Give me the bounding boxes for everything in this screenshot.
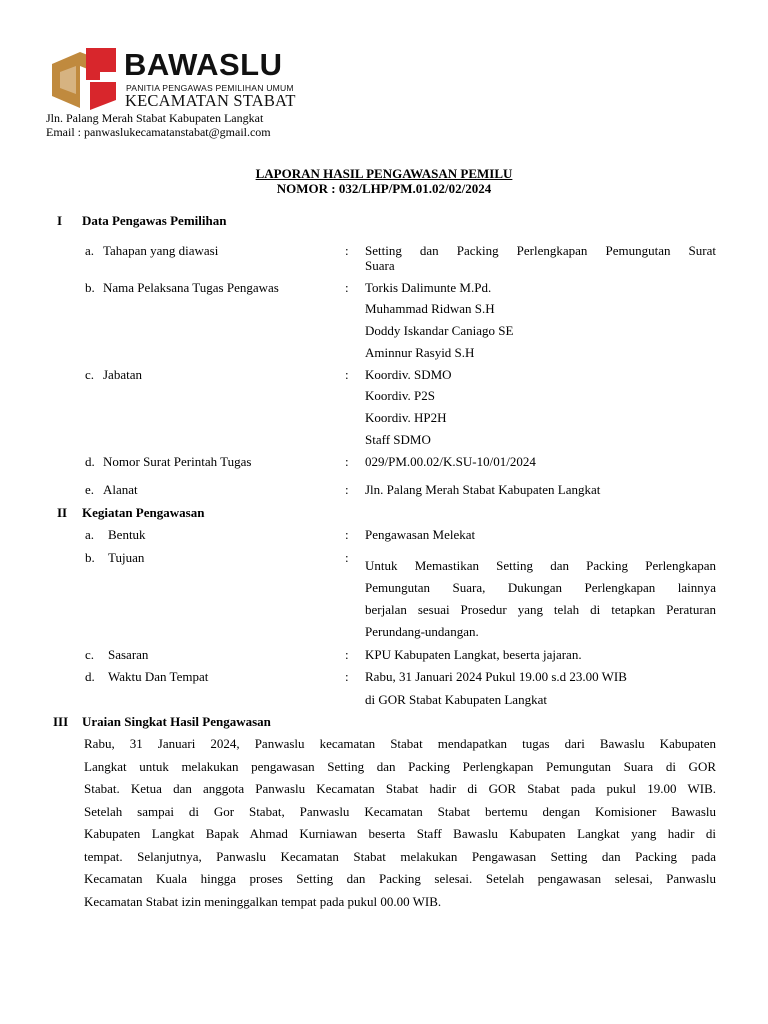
colon: : <box>345 527 349 542</box>
colon: : <box>345 243 349 258</box>
letterhead-logo <box>50 46 310 112</box>
colon: : <box>345 280 349 295</box>
tahapan-value-line: Setting dan Packing Perlengkapan Pemungutan Surat <box>365 243 716 258</box>
section-2-title: Kegiatan Pengawasan <box>82 505 205 520</box>
nama-value: Torkis Dalimunte M.Pd. <box>365 280 492 295</box>
sasaran-value: KPU Kabupaten Langkat, beserta jajaran. <box>365 647 582 662</box>
tujuan-value-line: Untuk Memastikan Setting dan Packing Perlengkapan <box>365 558 716 573</box>
item-letter: d. <box>85 669 95 684</box>
sasaran-label: Sasaran <box>108 647 149 662</box>
jabatan-value: Staff SDMO <box>365 432 431 447</box>
jabatan-value: Koordiv. SDMO <box>365 367 452 382</box>
tahapan-label: Tahapan yang diawasi <box>103 243 219 258</box>
bentuk-label: Bentuk <box>108 527 146 542</box>
nomor-value: 029/PM.00.02/K.SU-10/01/2024 <box>365 454 536 469</box>
item-letter: e. <box>85 482 95 497</box>
colon: : <box>345 454 349 469</box>
letterhead-email: Email : panwaslukecamatanstabat@gmail.com <box>46 125 271 139</box>
nama-label: Nama Pelaksana Tugas Pengawas <box>103 280 279 295</box>
report-number: NOMOR : 032/LHP/PM.01.02/02/2024 <box>276 181 492 196</box>
item-letter: b. <box>85 280 95 295</box>
body-paragraph-line: Stabat. Ketua dan anggota Panwaslu Kecamatan Stabat hadir di GOR Stabat pada pukul 19.00 WIB. <box>84 781 716 796</box>
nama-value: Doddy Iskandar Caniago SE <box>365 323 514 338</box>
nama-value: Aminnur Rasyid S.H <box>365 345 475 360</box>
body-paragraph-line: Kabupaten Langkat Bapak Ahmad Kurniawan beserta Staff Bawaslu Kabupaten Langkat yang hadir di <box>84 826 716 841</box>
body-paragraph-line: Kecamatan Kuala hingga proses Setting dan Packing selesai. Setelah pengawasan selesai, Panwaslu <box>84 871 716 886</box>
tujuan-label: Tujuan <box>108 550 145 565</box>
tujuan-value-line: Pemungutan Suara, Dukungan Perlengkapan lainnya <box>365 580 716 595</box>
bawaslu-logo-icon <box>50 46 120 112</box>
colon: : <box>345 367 349 382</box>
colon: : <box>345 647 349 662</box>
jabatan-label: Jabatan <box>103 367 142 382</box>
item-letter: b. <box>85 550 95 565</box>
section-3-title: Uraian Singkat Hasil Pengawasan <box>82 714 271 729</box>
org-unit: KECAMATAN STABAT <box>125 91 296 110</box>
waktu-label: Waktu Dan Tempat <box>108 669 209 684</box>
colon: : <box>345 669 349 684</box>
body-paragraph-line: Rabu, 31 Januari 2024, Panwaslu kecamatan Stabat mendapatkan tugas dari Bawaslu Kabupaten <box>84 736 716 751</box>
body-paragraph-line: tempat. Selanjutnya, Panwaslu Kecamatan Stabat melakukan Pengawasan Setting dan Packing pada <box>84 849 716 864</box>
nomor-label: Nomor Surat Perintah Tugas <box>103 454 252 469</box>
section-1-title: Data Pengawas Pemilihan <box>82 213 227 228</box>
letterhead-address: Jln. Palang Merah Stabat Kabupaten Langkat <box>46 111 264 125</box>
item-letter: a. <box>85 243 95 258</box>
colon: : <box>345 482 349 497</box>
item-letter: c. <box>85 367 95 382</box>
item-letter: a. <box>85 527 95 542</box>
body-paragraph-line: Langkat untuk melakukan pengawasan Setting dan Packing Perlengkapan Pemungutan Suara di GOR <box>84 759 716 774</box>
body-paragraph-line: Kecamatan Stabat izin meninggalkan tempat pada pukul 00.00 WIB. <box>84 894 442 909</box>
org-name: BAWASLU <box>124 47 283 82</box>
item-letter: c. <box>85 647 95 662</box>
item-letter: d. <box>85 454 95 469</box>
alamat-value: Jln. Palang Merah Stabat Kabupaten Langkat <box>365 482 601 497</box>
tujuan-value-line: berjalan sesuai Prosedur yang telah di tetapkan Peraturan <box>365 602 716 617</box>
tahapan-value-line: Suara <box>365 258 395 273</box>
alamat-label: Alanat <box>103 482 138 497</box>
report-title: LAPORAN HASIL PENGAWASAN PEMILU <box>255 166 513 181</box>
colon: : <box>345 550 349 565</box>
bentuk-value: Pengawasan Melekat <box>365 527 476 542</box>
section-2-number: II <box>57 505 68 520</box>
body-paragraph-line: Setelah sampai di Gor Stabat, Panwaslu Kecamatan Stabat bertemu dengan Komisioner Bawaslu <box>84 804 716 819</box>
section-1-number: I <box>57 213 63 228</box>
nama-value: Muhammad Ridwan S.H <box>365 301 495 316</box>
jabatan-value: Koordiv. P2S <box>365 388 435 403</box>
waktu-value: di GOR Stabat Kabupaten Langkat <box>365 692 547 707</box>
tujuan-value-line: Perundang-undangan. <box>365 624 479 639</box>
org-subtitle: PANITIA PENGAWAS PEMILIHAN UMUM <box>126 83 294 93</box>
jabatan-value: Koordiv. HP2H <box>365 410 447 425</box>
section-3-number: III <box>53 714 69 729</box>
waktu-value: Rabu, 31 Januari 2024 Pukul 19.00 s.d 23.00 WIB <box>365 669 627 684</box>
